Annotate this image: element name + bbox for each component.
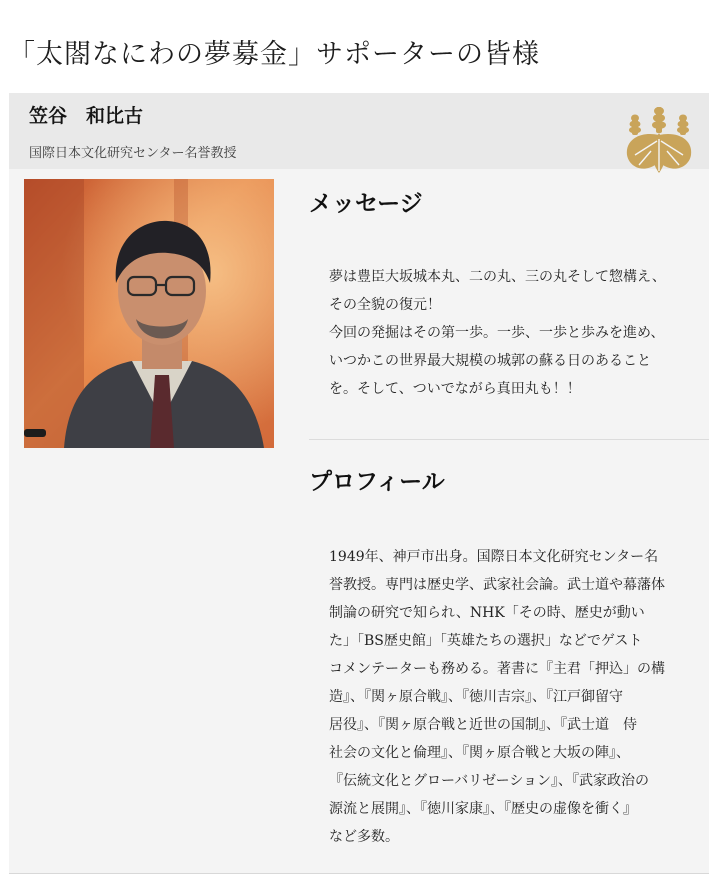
profile-line: 社会の文化と倫理』、『関ヶ原合戦と大坂の陣』、	[329, 745, 630, 761]
message-body	[329, 263, 699, 403]
profile-line: 『伝統文化とグローバリゼーション』、『武家政治の	[329, 773, 650, 789]
profile-line: 居役』、『関ヶ原合戦と近世の国制』、『武士道 侍	[329, 717, 637, 733]
supporter-card	[9, 93, 709, 874]
message-heading: メッセージ	[309, 191, 423, 217]
profile-line: 誉教授。専門は歴史学、武家社会論。武士道や幕藩体	[329, 577, 665, 593]
message-line: 夢は豊臣大坂城本丸、二の丸、三の丸そして惣構え、	[329, 269, 666, 285]
profile-line: た」「BS歴史館」「英雄たちの選択」などでゲスト	[329, 633, 643, 649]
profile-heading: プロフィール	[309, 469, 445, 495]
section-divider	[309, 439, 709, 440]
profile-line: 制論の研究で知られ、NHK「その時、歴史が動い	[329, 605, 645, 621]
message-line: を。そして、ついでながら真田丸も！！	[329, 381, 581, 397]
profile-body	[329, 543, 699, 851]
message-line: いつかこの世界最大規模の城郭の蘇る日のあること	[329, 353, 651, 369]
profile-line: 源流と展開』、『徳川家康』、『歴史の虚像を衝く』	[329, 801, 637, 817]
person-name: 笠谷 和比古	[29, 105, 144, 127]
person-title: 国際日本文化研究センター名誉教授	[29, 146, 237, 161]
message-line: その全貌の復元！	[329, 297, 441, 313]
card-header	[9, 93, 709, 169]
page-title: 「太閤なにわの夢募金」サポーターの皆様	[8, 39, 540, 70]
portrait-photo	[24, 179, 274, 448]
paulownia-crest-icon	[621, 101, 697, 177]
profile-line: コメンテーターも務める。著書に『主君「押込」の構	[329, 661, 665, 677]
message-line: 今回の発掘はその第一歩。一歩、一歩と歩みを進め、	[329, 325, 665, 341]
profile-line: 造』、『関ヶ原合戦』、『徳川吉宗』、『江戸御留守	[329, 689, 623, 705]
profile-line: 1949年、神戸市出身。国際日本文化研究センター名	[329, 549, 659, 565]
profile-line: など多数。	[329, 829, 399, 845]
